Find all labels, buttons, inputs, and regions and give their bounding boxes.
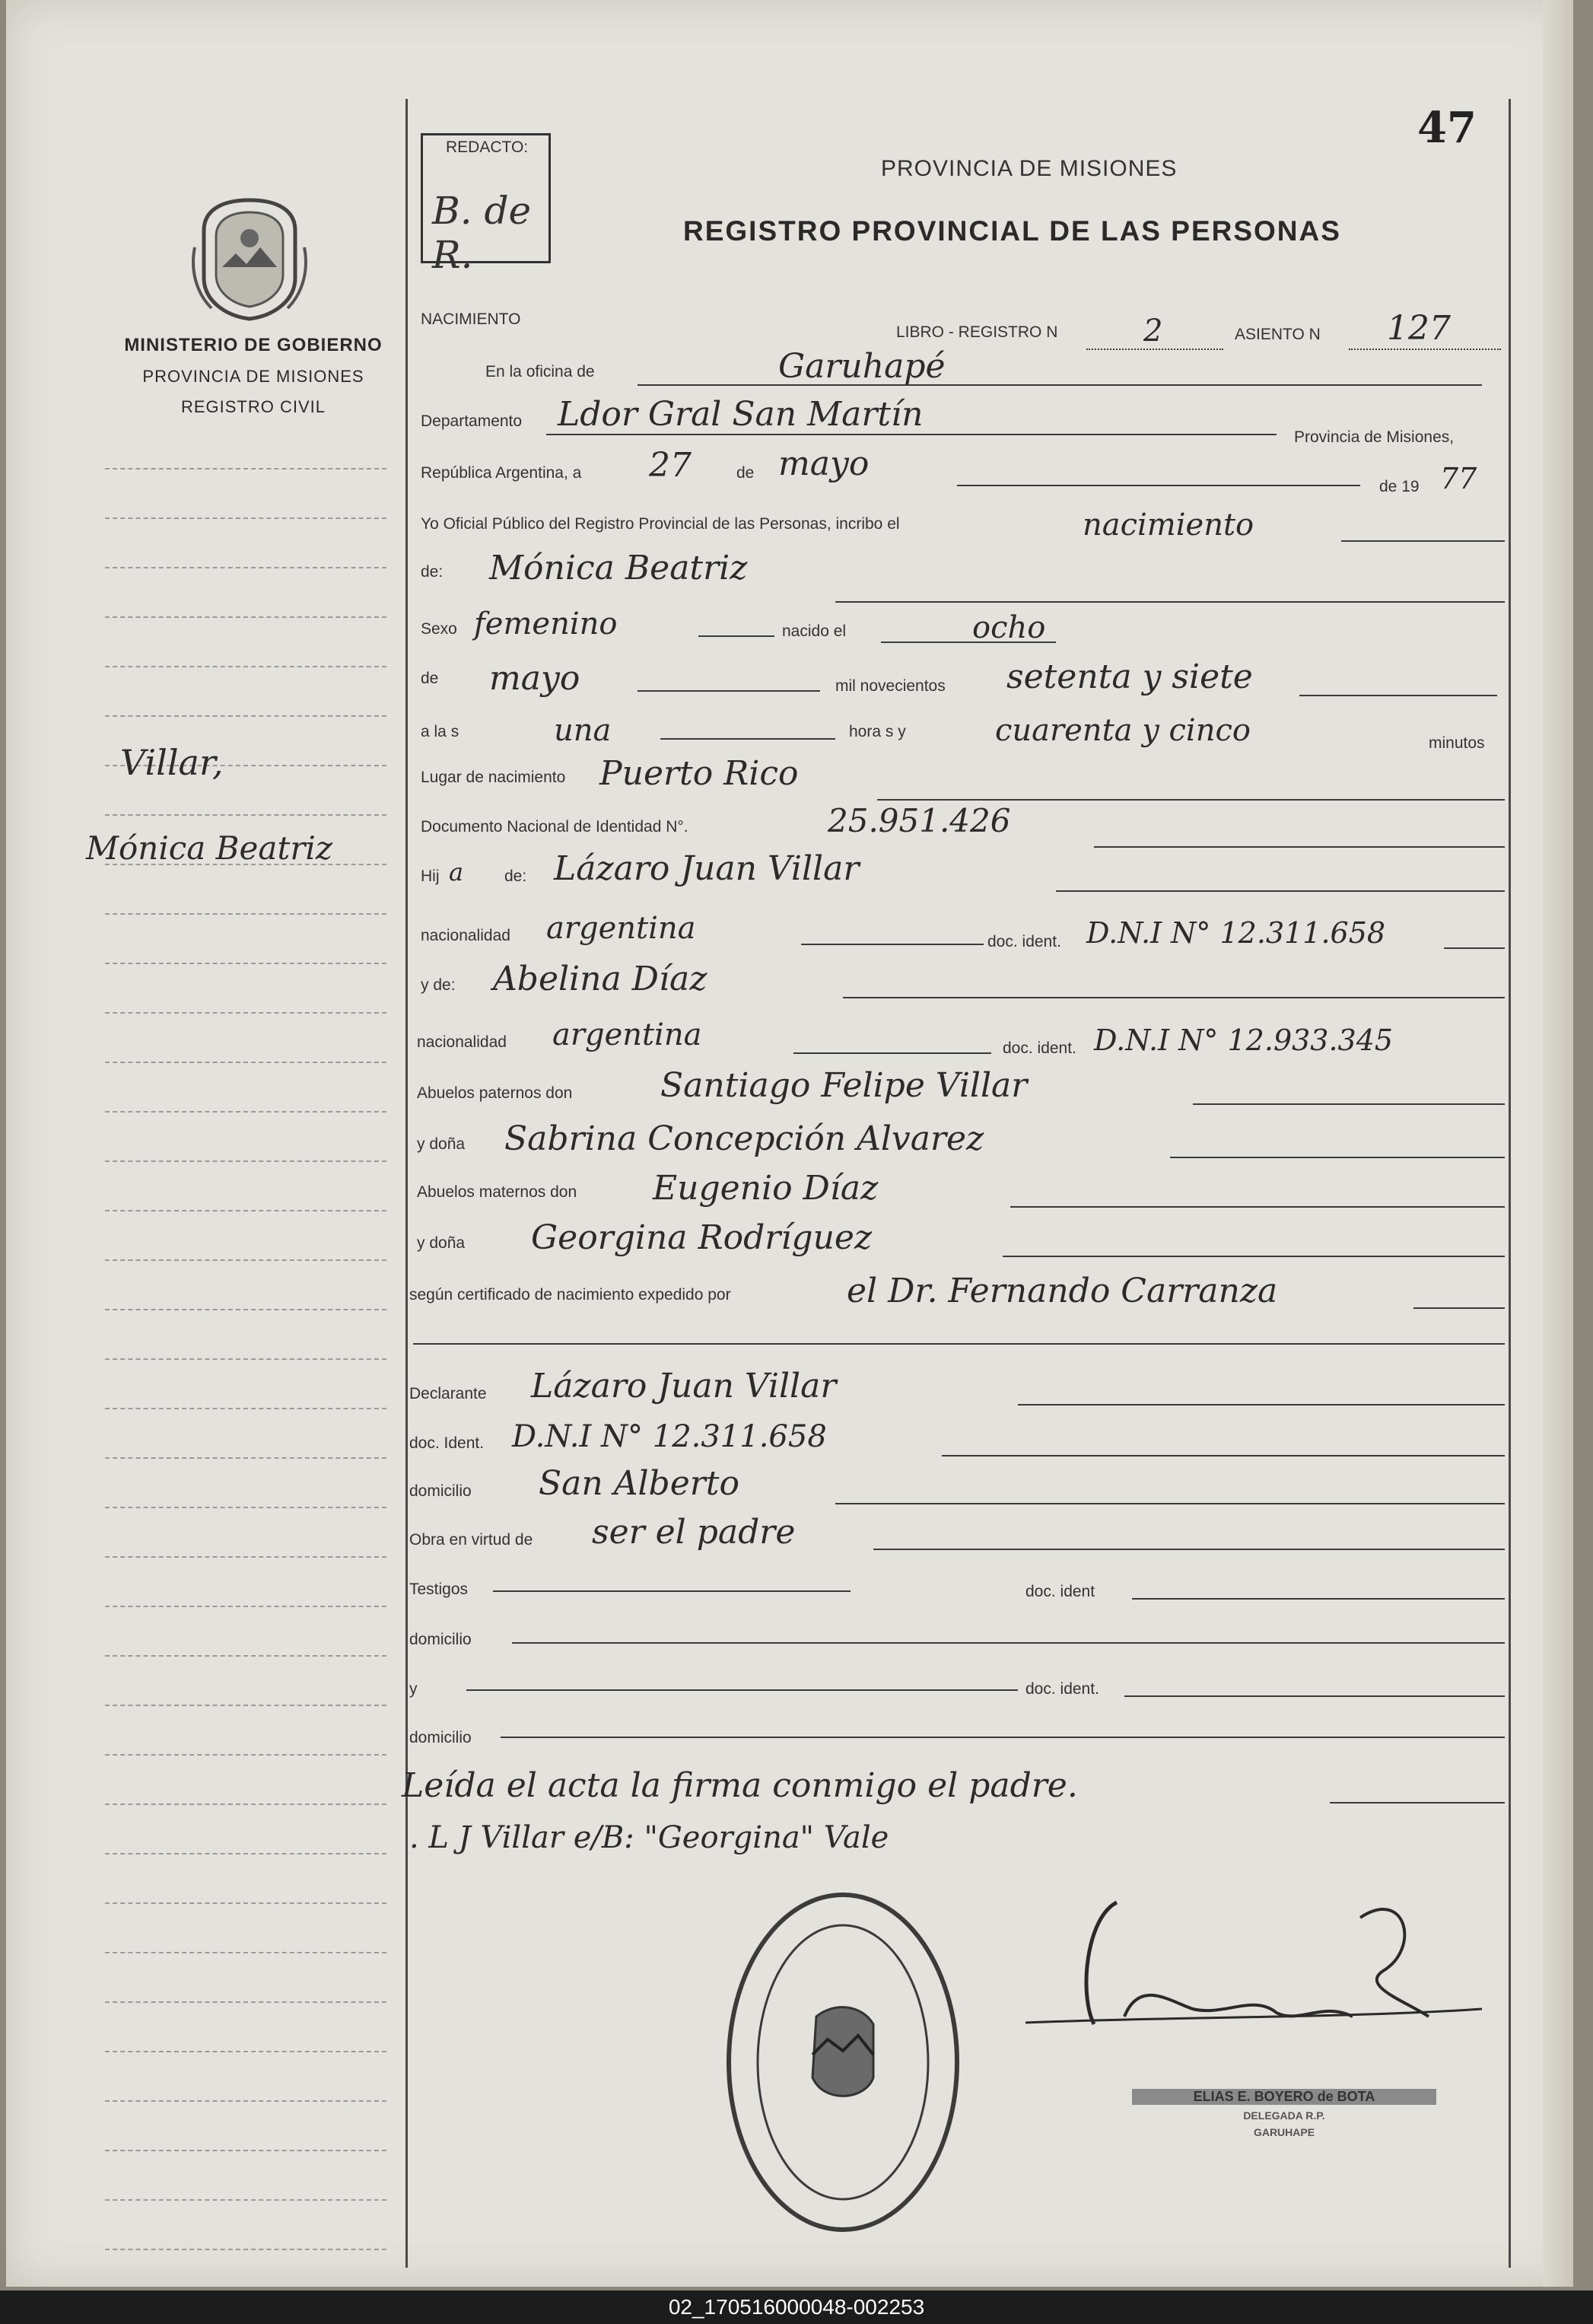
stub-line — [105, 1160, 386, 1162]
dni-label: Documento Nacional de Identidad N°. — [421, 818, 688, 836]
sexo-line — [698, 635, 774, 637]
printed-stamp-line2: DELEGADA R.P. — [1243, 2109, 1325, 2122]
hora-value: una — [554, 713, 612, 748]
certificado-line-2 — [413, 1343, 1505, 1345]
doc-padre-value: D.N.I N° 12.311.658 — [1086, 916, 1386, 950]
oficina-value: Garuhapé — [778, 347, 946, 386]
yo-oficial-label: Yo Oficial Público del Registro Provincial de las Personas, incribo el — [421, 515, 900, 533]
declarante-value: Lázaro Juan Villar — [531, 1367, 837, 1406]
domicilio-t-label: domicilio — [409, 1631, 472, 1648]
year-label: de 19 — [1379, 478, 1420, 495]
oficina-label: En la oficina de — [485, 363, 595, 380]
declarante-label: Declarante — [409, 1385, 487, 1402]
margin-note-given: Mónica Beatriz — [86, 829, 332, 867]
obra-label: Obra en virtud de — [409, 1531, 533, 1549]
official-stamp-icon — [721, 1887, 965, 2237]
lugar-line — [877, 799, 1505, 801]
padre-value: Lázaro Juan Villar — [554, 849, 860, 888]
mil-label: mil novecientos — [835, 677, 946, 695]
departamento-label: Departamento — [421, 412, 523, 430]
libro-value: 2 — [1143, 314, 1163, 349]
domicilio-t2-line — [501, 1737, 1505, 1738]
nacionalidad-label: nacionalidad — [421, 927, 510, 944]
margin-note-surname: Villar, — [120, 742, 224, 783]
printed-stamp — [1132, 2089, 1436, 2138]
coat-of-arms-icon — [189, 194, 310, 323]
sexo-label: Sexo — [421, 620, 457, 638]
padre-line — [1056, 890, 1505, 892]
doc-dec-line — [942, 1455, 1505, 1456]
stub-line — [105, 1259, 386, 1261]
domicilio-line — [835, 1503, 1505, 1504]
doc-ident-label: doc. ident. — [987, 933, 1061, 950]
mes-label: de — [421, 670, 439, 687]
hijo-de-label: de: — [504, 868, 527, 885]
nac-padre-value: argentina — [546, 911, 696, 946]
libro-label: LIBRO - REGISTRO N — [896, 323, 1058, 341]
abuelos-mat-label: Abuelos maternos don — [417, 1183, 577, 1201]
obra-line — [873, 1549, 1505, 1550]
signature-icon — [1025, 1887, 1497, 2055]
testigos-line — [493, 1590, 851, 1592]
doc-ident-t-label: doc. ident — [1025, 1583, 1095, 1600]
doc-padre-line — [1444, 947, 1505, 949]
nombre-value: Mónica Beatriz — [489, 549, 748, 587]
y-dona-mat-label: y doña — [417, 1234, 466, 1252]
declarante-line — [1018, 1404, 1505, 1406]
stub-line — [105, 2100, 386, 2102]
doc-ident-t2-label: doc. ident. — [1025, 1680, 1099, 1698]
stub-line — [105, 1309, 386, 1310]
stub-line — [105, 2249, 386, 2250]
anio-nac-value: setenta y siete — [1006, 657, 1253, 696]
nacido-label: nacido el — [782, 622, 847, 640]
year-value: 77 — [1440, 462, 1477, 495]
stub-line — [105, 715, 386, 717]
closing-sign: . L J Villar e/B: "Georgina" Vale — [409, 1820, 889, 1855]
hijo-label: Hij — [421, 868, 440, 885]
dni-line — [1094, 846, 1505, 848]
ministry-block — [97, 335, 409, 417]
y-label: y — [409, 1680, 418, 1698]
doc-ident-madre-label: doc. ident. — [1003, 1039, 1076, 1057]
stub-line — [105, 1902, 386, 1904]
minutos-label: minutos — [1429, 734, 1485, 752]
stub-line — [105, 567, 386, 568]
de-label: de — [736, 464, 755, 482]
mes-nac-value: mayo — [489, 659, 580, 698]
redacto-label: REDACTO: — [446, 138, 529, 156]
oficina-line — [638, 384, 1482, 386]
certificado-line — [1413, 1307, 1505, 1309]
doc-dec-value: D.N.I N° 12.311.658 — [512, 1419, 827, 1454]
abuelo-mat-value: Eugenio Díaz — [653, 1169, 879, 1208]
page-edge — [1543, 0, 1573, 2287]
domicilio-t2-label: domicilio — [409, 1729, 472, 1746]
abuelo-pat-value: Santiago Felipe Villar — [660, 1066, 1028, 1105]
stub-line — [105, 1556, 386, 1558]
minutos-value: cuarenta y cinco — [995, 713, 1251, 748]
page-number: 47 — [1417, 103, 1477, 153]
asiento-label: ASIENTO N — [1235, 326, 1321, 343]
abuelo-pat-line — [1193, 1103, 1505, 1105]
obra-value: ser el padre — [592, 1513, 796, 1552]
provincia-label: Provincia de Misiones, — [1294, 428, 1455, 446]
stub-line — [105, 1062, 386, 1063]
stub-line — [105, 1606, 386, 1607]
y-line — [466, 1689, 1018, 1691]
stub-line — [105, 913, 386, 915]
stub-line — [105, 517, 386, 519]
nombre-line — [835, 601, 1505, 603]
asiento-value: 127 — [1387, 309, 1451, 348]
hora-line — [660, 738, 835, 740]
stub-line — [105, 1655, 386, 1657]
doc-ident-t2-line — [1124, 1695, 1505, 1697]
republica-label: República Argentina, a — [421, 464, 582, 482]
month-line — [957, 485, 1360, 486]
stub-line — [105, 1507, 386, 1508]
doc-madre-value: D.N.I N° 12.933.345 — [1094, 1024, 1394, 1057]
redacto-value: B. de R. — [432, 189, 532, 277]
document-sheet — [6, 0, 1573, 2287]
image-id-footer: 02_170516000048-002253 — [0, 2291, 1593, 2324]
departamento-line — [546, 434, 1277, 435]
stub-line — [105, 1952, 386, 1953]
nac-madre-line — [793, 1052, 991, 1054]
nac-madre-value: argentina — [552, 1017, 702, 1052]
anio-line — [1299, 695, 1497, 696]
domicilio-t-line — [512, 1642, 1505, 1644]
stub-line — [105, 1705, 386, 1706]
stub-line — [105, 963, 386, 964]
acto-line — [1341, 540, 1505, 542]
stub-line — [105, 1457, 386, 1459]
asiento-line — [1349, 349, 1501, 350]
closing-line: Leída el acta la firma conmigo el padre. — [402, 1766, 1078, 1805]
margin-rule-right — [1509, 99, 1511, 2268]
certificado-value: el Dr. Fernando Carranza — [847, 1272, 1278, 1310]
stub-line — [105, 616, 386, 618]
madre-value: Abelina Díaz — [493, 960, 707, 998]
testigos-label: Testigos — [409, 1581, 469, 1598]
abuelo-mat-line — [1010, 1206, 1505, 1208]
hora-label: hora s y — [849, 723, 906, 740]
doc-ident-dec-label: doc. Ident. — [409, 1434, 485, 1452]
lugar-label: Lugar de nacimiento — [421, 769, 566, 786]
province-title: PROVINCIA DE MISIONES — [881, 156, 1178, 181]
stub-line — [105, 1754, 386, 1756]
departamento-value: Ldor Gral San Martín — [558, 395, 924, 434]
stub-line — [105, 1210, 386, 1211]
mes-line — [638, 690, 820, 692]
day-value: 27 — [649, 446, 692, 485]
stub-line — [105, 1111, 386, 1113]
abuelos-pat-label: Abuelos paternos don — [417, 1084, 573, 1102]
hijo-suffix: a — [449, 858, 464, 887]
stub-line — [105, 2001, 386, 2003]
madre-line — [843, 997, 1505, 998]
printed-stamp-line1: ELIAS E. BOYERO de BOTA — [1132, 2089, 1436, 2105]
month-value: mayo — [778, 444, 870, 483]
stub-line — [105, 666, 386, 667]
acto-value: nacimiento — [1083, 508, 1254, 543]
stub-line — [105, 1012, 386, 1014]
stub-line — [105, 1803, 386, 1805]
sexo-value: femenino — [474, 606, 618, 641]
abuela-mat-value: Georgina Rodríguez — [531, 1218, 873, 1257]
redacto-box — [421, 133, 551, 277]
y-dona-pat-label: y doña — [417, 1135, 466, 1153]
margin-rule-left — [405, 99, 408, 2268]
stub-line — [105, 2051, 386, 2052]
abuela-mat-line — [1003, 1256, 1505, 1257]
stub-line — [105, 2150, 386, 2151]
stub-line — [105, 2199, 386, 2201]
stub-line — [105, 1358, 386, 1360]
certificado-label: según certificado de nacimiento expedido por — [409, 1286, 731, 1304]
stub-line — [105, 1853, 386, 1854]
stub-line — [105, 1408, 386, 1409]
doc-ident-t-line — [1132, 1598, 1505, 1600]
nac-padre-line — [801, 944, 984, 945]
y-de-label: y de: — [421, 976, 456, 994]
abuela-pat-value: Sabrina Concepción Alvarez — [504, 1119, 984, 1158]
registry-title: REGISTRO PROVINCIAL DE LAS PERSONAS — [683, 215, 1341, 247]
ministry-line1: MINISTERIO DE GOBIERNO — [124, 335, 383, 355]
lugar-value: Puerto Rico — [599, 754, 799, 793]
printed-stamp-line3: GARUHAPE — [1253, 2126, 1315, 2138]
ministry-line2: PROVINCIA DE MISIONES — [142, 367, 364, 386]
libro-line — [1086, 349, 1223, 350]
domicilio-label: domicilio — [409, 1482, 472, 1500]
stub-line — [105, 468, 386, 470]
dia-nac-value: ocho — [972, 610, 1046, 645]
ministry-line3: REGISTRO CIVIL — [180, 397, 326, 416]
nacionalidad-madre-label: nacionalidad — [417, 1033, 507, 1051]
stub-line — [105, 814, 386, 816]
domicilio-value: San Alberto — [539, 1464, 739, 1503]
closing-line-rule — [1330, 1802, 1505, 1803]
dni-value: 25.951.426 — [828, 802, 1011, 839]
type-label: NACIMIENTO — [421, 310, 521, 328]
a-las-label: a la s — [421, 723, 459, 740]
de-colon-label: de: — [421, 563, 444, 581]
abuela-pat-line — [1170, 1157, 1505, 1158]
